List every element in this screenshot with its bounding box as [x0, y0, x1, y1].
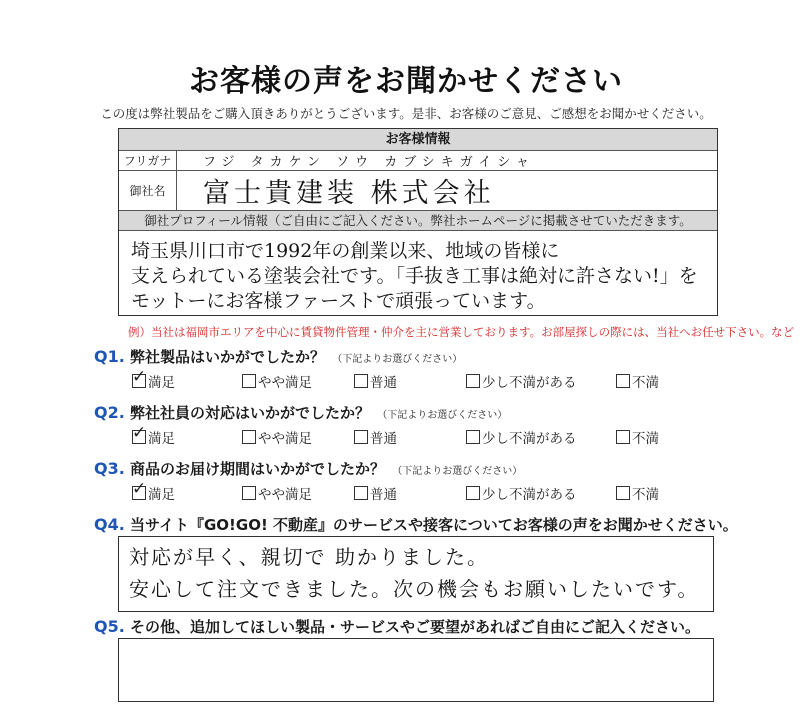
option-somewhat-satisfied[interactable]	[242, 427, 312, 447]
option-somewhat-satisfied[interactable]	[242, 371, 312, 391]
question-5	[94, 616, 700, 637]
question-text: 弊社製品はいかがでしたか？	[130, 348, 326, 366]
question-3-options	[132, 479, 692, 503]
option-label: 満足	[148, 375, 175, 391]
option-label: やや満足	[258, 431, 312, 447]
question-text: 商品のお届け期間はいかがでしたか？	[130, 460, 386, 478]
checkbox[interactable]	[242, 374, 256, 388]
option-satisfied[interactable]	[132, 479, 175, 503]
checkbox[interactable]	[132, 479, 147, 500]
option-label: 不満	[632, 375, 659, 391]
checkbox[interactable]	[354, 430, 368, 444]
furigana-row	[119, 151, 717, 171]
question-number: Q1.	[94, 347, 125, 366]
question-number: Q5.	[94, 617, 125, 636]
question-4	[94, 514, 738, 535]
example-note: 例）当社は福岡市エリアを中心に賃貸物件管理・仲介を主に営業しております。お部屋探しの際には、当社へお任せ下さい。など	[128, 325, 795, 339]
checkmark-icon: ✓	[132, 423, 147, 443]
option-label: 不満	[632, 431, 659, 447]
profile-text-area[interactable]	[119, 231, 717, 315]
option-neutral[interactable]	[354, 483, 397, 503]
option-label: 満足	[148, 487, 175, 503]
question-text: 当サイト『GO!GO! 不動産』のサービスや接客についてお客様の声をお聞かせください。	[130, 516, 738, 534]
answer-line: 安心して注文できました。次の機会もお願いしたいです。	[129, 577, 700, 601]
option-label: やや満足	[258, 487, 312, 503]
option-somewhat-dissatisfied[interactable]	[466, 371, 577, 391]
option-satisfied[interactable]	[132, 367, 175, 391]
option-somewhat-satisfied[interactable]	[242, 483, 312, 503]
question-3	[94, 458, 522, 479]
option-dissatisfied[interactable]	[616, 371, 659, 391]
question-1	[94, 346, 462, 367]
checkbox[interactable]	[242, 486, 256, 500]
checkbox[interactable]	[466, 486, 480, 500]
company-row	[119, 171, 717, 211]
option-somewhat-dissatisfied[interactable]	[466, 427, 577, 447]
question-1-options	[132, 367, 692, 391]
profile-line: 埼玉県川口市で1992年の創業以来、地域の皆様に	[131, 240, 560, 262]
option-label: 普通	[370, 375, 397, 391]
question-2-options	[132, 423, 692, 447]
page-title: お客様の声をお聞かせください	[189, 64, 623, 99]
furigana-value[interactable]: フジ タカケン ソウ カブシキガイシャ	[203, 155, 536, 170]
question-text: 弊社社員の対応はいかがでしたか？	[130, 404, 371, 422]
option-label: 少し不満がある	[482, 487, 577, 503]
customer-info-table	[118, 128, 718, 316]
checkbox[interactable]	[354, 374, 368, 388]
question-2	[94, 402, 507, 423]
profile-line: モットーにお客様ファーストで頑張っています。	[131, 290, 546, 312]
checkbox[interactable]	[616, 374, 630, 388]
option-dissatisfied[interactable]	[616, 483, 659, 503]
checkbox[interactable]	[242, 430, 256, 444]
answer-line: 対応が早く、親切で 助かりました。	[129, 545, 489, 569]
question-number: Q4.	[94, 515, 125, 534]
checkbox[interactable]	[616, 486, 630, 500]
option-label: 少し不満がある	[482, 375, 577, 391]
checkbox[interactable]	[616, 430, 630, 444]
option-label: やや満足	[258, 375, 312, 391]
page-subtitle: この度は弊社製品をご購入頂きありがとうございます。是非、お客様のご意見、ご感想をお聞かせください。	[100, 106, 712, 121]
checkmark-icon: ✓	[132, 479, 147, 499]
question-text: その他、追加してほしい製品・サービスやご要望があればご自由にご記入ください。	[130, 618, 701, 636]
checkbox[interactable]	[132, 423, 147, 444]
checkbox[interactable]	[354, 486, 368, 500]
company-label: 御社名	[119, 171, 177, 210]
question-hint: （下記よりお選びください）	[392, 466, 523, 477]
profile-heading: 御社プロフィール情報（ご自由にご記入ください。弊社ホームページに掲載させていただきます。	[119, 211, 717, 231]
checkbox[interactable]	[466, 430, 480, 444]
question-number: Q2.	[94, 403, 125, 422]
question-5-answer-box[interactable]	[118, 638, 714, 702]
option-neutral[interactable]	[354, 371, 397, 391]
question-number: Q3.	[94, 459, 125, 478]
option-dissatisfied[interactable]	[616, 427, 659, 447]
customer-info-heading: お客様情報	[119, 129, 717, 151]
question-hint: （下記よりお選びください）	[332, 354, 463, 365]
checkbox[interactable]	[466, 374, 480, 388]
checkbox[interactable]	[132, 367, 147, 388]
option-label: 少し不満がある	[482, 431, 577, 447]
option-label: 満足	[148, 431, 175, 447]
checkmark-icon: ✓	[132, 367, 147, 387]
option-label: 普通	[370, 431, 397, 447]
question-4-answer-box[interactable]	[118, 536, 714, 612]
question-hint: （下記よりお選びください）	[377, 410, 508, 421]
company-value[interactable]: 富士貴建装 株式会社	[203, 178, 495, 209]
option-label: 普通	[370, 487, 397, 503]
option-somewhat-dissatisfied[interactable]	[466, 483, 577, 503]
profile-line: 支えられている塗装会社です。「手抜き工事は絶対に許さない!」を	[131, 265, 698, 287]
option-satisfied[interactable]	[132, 423, 175, 447]
option-label: 不満	[632, 487, 659, 503]
furigana-label: フリガナ	[119, 151, 177, 170]
option-neutral[interactable]	[354, 427, 397, 447]
